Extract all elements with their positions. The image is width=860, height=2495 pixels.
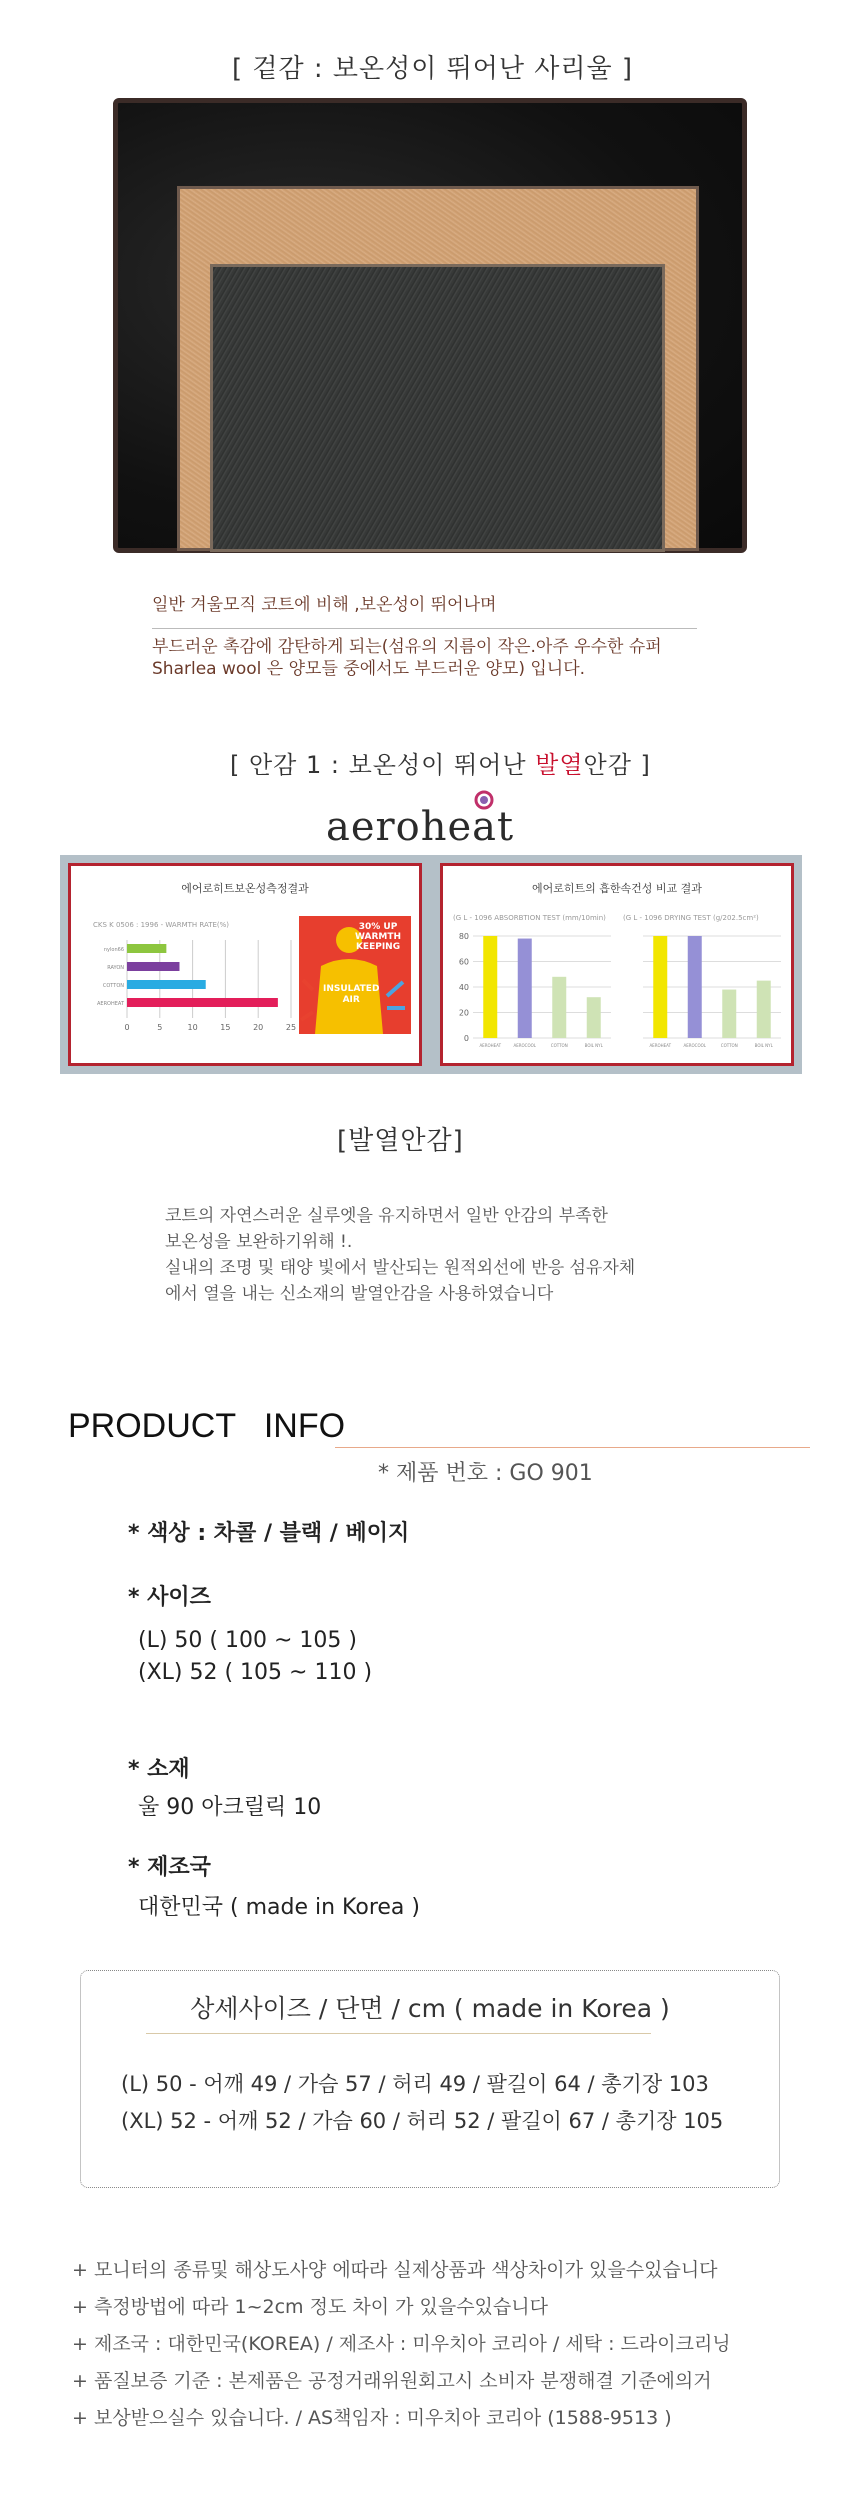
chart-category-label: AEROHEAT	[649, 1043, 672, 1048]
heat-lining-desc-3: 실내의 조명 및 태양 빛에서 발산되는 원적외선에 반응 섬유자체	[165, 1258, 636, 1278]
outer-fabric-desc-3: Sharlea wool 은 양모들 중에서도 부드러운 양모) 입니다.	[152, 659, 586, 679]
warmth-chart	[91, 936, 311, 1056]
warmth-xtick: 15	[220, 1023, 231, 1032]
chart-category-label: AEROCOOL	[683, 1043, 707, 1048]
heat-lining-title: [발열안감]	[337, 1126, 464, 1156]
warmth-axis-caption: CKS K 0506 : 1996 - WARMTH RATE(%)	[93, 921, 230, 929]
lining-title-pre: [ 안감 1 : 보온성이 뛰어난	[230, 751, 536, 779]
badge-air: AIR	[342, 995, 360, 1005]
outer-fabric-desc-2: 부드러운 촉감에 감탄하게 되는(섬유의 지름이 작은.아주 우수한 슈퍼	[152, 637, 662, 657]
notice-item: + 측정방법에 따라 1~2cm 정도 차이 가 있을수있습니다	[72, 2296, 548, 2318]
warmth-category-label: nylon66	[103, 947, 124, 953]
divider	[152, 628, 697, 629]
outer-fabric-title: [ 겉감 : 보온성이 뛰어난 사리울 ]	[232, 54, 634, 84]
chart-category-label: COTTON	[720, 1043, 738, 1048]
product-code: * 제품 번호 : GO 901	[378, 1461, 593, 1486]
chart-category-label: BOIL NYL	[584, 1043, 603, 1048]
chart-ytick: 0	[463, 1034, 469, 1043]
lining-title	[230, 745, 651, 780]
aeroheat-logo	[322, 790, 522, 848]
chart-ytick: 20	[458, 1008, 469, 1018]
lining-title-highlight: 발열	[535, 751, 584, 779]
warmth-category-label: AEROHEAT	[97, 1001, 124, 1007]
size-detail-rule	[146, 2033, 651, 2034]
chart-ytick: 80	[458, 932, 469, 941]
lining-title-post: 안감 ]	[583, 751, 651, 779]
chart-ytick: 60	[458, 957, 469, 967]
origin-value: 대한민국 ( made in Korea )	[138, 1895, 420, 1920]
chart-bar	[722, 990, 736, 1038]
warmth-bar	[127, 998, 278, 1007]
chart-bar	[757, 981, 771, 1038]
warmth-xtick: 25	[285, 1023, 297, 1032]
warmth-badge	[299, 916, 411, 1034]
chart-category-label: COTTON	[550, 1043, 568, 1048]
fabric-swatch-charcoal	[210, 264, 665, 552]
warmth-xtick: 10	[187, 1023, 198, 1032]
warmth-category-label: COTTON	[102, 983, 124, 989]
absorption-chart	[451, 926, 621, 1056]
size-l: (L) 50 ( 100 ~ 105 )	[138, 1628, 357, 1653]
chart-category-label: AEROCOOL	[513, 1043, 537, 1048]
warmth-category-label: RAYON	[107, 965, 124, 971]
absorption-test-panel	[440, 863, 794, 1066]
chart-bar	[518, 939, 532, 1038]
drying-chart	[621, 926, 791, 1056]
material-label: * 소재	[128, 1757, 190, 1782]
material-value: 울 90 아크릴릭 10	[138, 1795, 322, 1820]
heat-lining-desc-1: 코트의 자연스러운 실루엣을 유지하면서 일반 안감의 부족한	[165, 1206, 608, 1226]
warmth-xtick: 0	[124, 1023, 130, 1032]
product-info-heading: PRODUCT INFO	[68, 1407, 346, 1445]
chart-bar	[688, 936, 702, 1038]
notice-item: + 제조국 : 대한민국(KOREA) / 제조사 : 미우치아 코리아 / 세탁 : 드라이크리닝	[72, 2333, 731, 2355]
insulated-air-label	[323, 984, 379, 1006]
chart-ytick: 40	[458, 983, 469, 992]
chart-bar	[587, 997, 601, 1038]
chart-category-label: BOIL NYL	[754, 1043, 773, 1048]
badge-percent: 30% UP	[358, 922, 398, 932]
outer-fabric-desc-1: 일반 겨울모직 코트에 비해 ,보온성이 뛰어나며	[152, 595, 497, 615]
notice-item: + 품질보증 기준 : 본제품은 공정거래위원회고시 소비자 분쟁해결 기준에의거	[72, 2370, 712, 2392]
absorption-caption: (G L - 1096 ABSORBTION TEST (mm/10min)	[453, 914, 606, 922]
warmth-badge-text	[355, 922, 401, 952]
size-detail-row-xl: (XL) 52 - 어깨 52 / 가슴 60 / 허리 52 / 팔길이 67 / 총기장 105	[121, 2109, 724, 2133]
warmth-test-panel	[68, 863, 422, 1066]
warmth-panel-title: 에어로히트보온성측정결과	[181, 882, 309, 895]
warmth-xtick: 20	[253, 1023, 264, 1032]
warmth-xtick: 5	[157, 1023, 163, 1032]
size-detail-row-l: (L) 50 - 어깨 49 / 가슴 57 / 허리 49 / 팔길이 64 / 총기장 103	[121, 2072, 709, 2096]
badge-warmth: WARMTH	[355, 932, 402, 942]
origin-label: * 제조국	[128, 1855, 211, 1880]
badge-keeping: KEEPING	[355, 942, 401, 952]
drying-caption: (G L - 1096 DRYING TEST (g/202.5cm²)	[623, 914, 759, 922]
absorption-panel-title: 에어로히트의 흡한속건성 비교 결과	[532, 882, 702, 895]
warmth-bar	[127, 944, 166, 953]
size-xl: (XL) 52 ( 105 ~ 110 )	[138, 1660, 373, 1685]
size-detail-title: 상세사이즈 / 단면 / cm ( made in Korea )	[190, 1994, 670, 2023]
notice-item: + 모니터의 종류및 해상도사양 에따라 실제상품과 색상차이가 있을수있습니다	[72, 2259, 718, 2281]
chart-bar	[552, 977, 566, 1038]
chart-bar	[483, 936, 497, 1038]
product-info-rule	[335, 1447, 810, 1448]
chart-bar	[653, 936, 667, 1038]
test-result-panels	[60, 855, 802, 1074]
heat-lining-desc-4: 에서 열을 내는 신소재의 발열안감을 사용하였습니다	[165, 1284, 554, 1304]
brand-wordmark: aeroheat	[326, 804, 515, 850]
chart-category-label: AEROHEAT	[479, 1043, 502, 1048]
warmth-bar	[127, 980, 206, 989]
heat-lining-desc-2: 보온성을 보완하기위해 !.	[165, 1232, 353, 1252]
size-label: * 사이즈	[128, 1585, 211, 1610]
warmth-bar	[127, 962, 179, 971]
color-options: * 색상 : 차콜 / 블랙 / 베이지	[128, 1521, 410, 1546]
badge-insulated: INSULATED	[323, 984, 380, 994]
notice-item: + 보상받으실수 있습니다. / AS책임자 : 미우치아 코리아 (1588-9513 )	[72, 2407, 672, 2429]
size-detail-box	[80, 1970, 780, 2188]
